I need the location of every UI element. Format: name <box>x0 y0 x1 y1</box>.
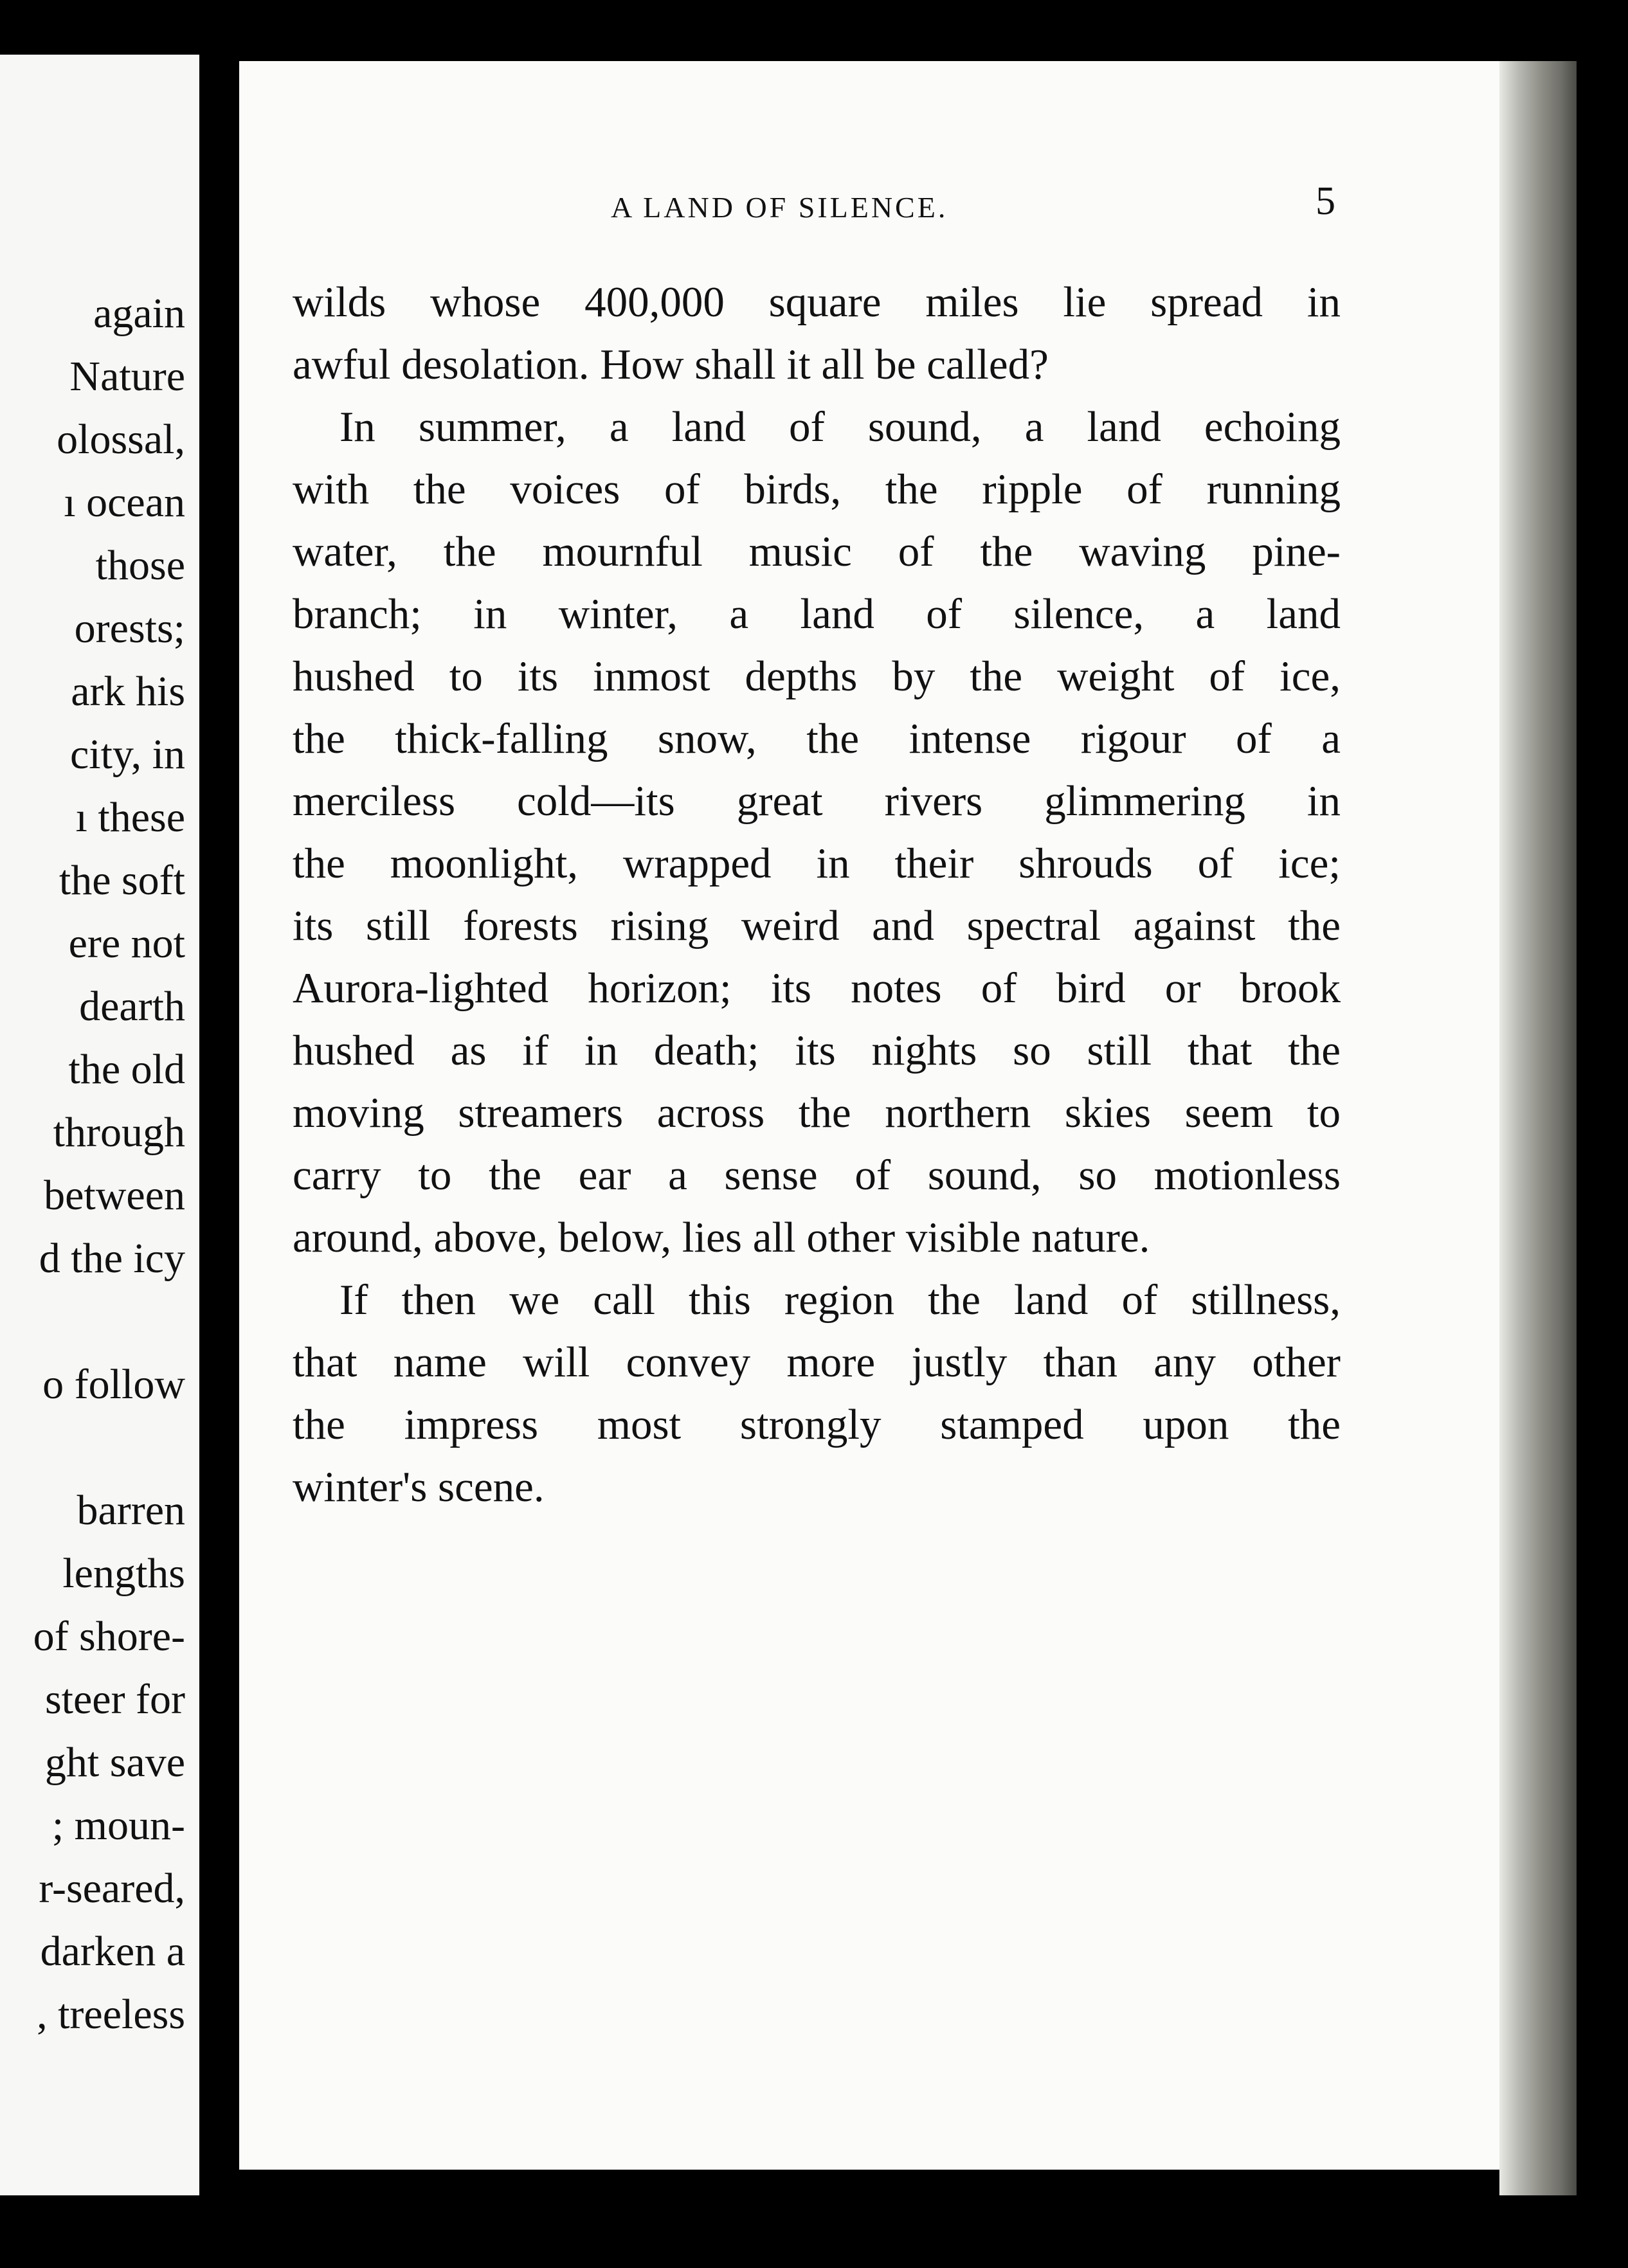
left-page-line: dearth <box>79 983 185 1030</box>
left-page-line: steer for <box>44 1676 185 1723</box>
left-page-line: the soft <box>59 857 185 904</box>
text-line: the thick-falling snow, the intense rigour of a <box>293 715 1341 762</box>
left-page-line: orests; <box>74 605 185 652</box>
left-page-line: the old <box>68 1046 185 1093</box>
text-line: If then we call this region the land of stillness, <box>339 1276 1341 1324</box>
running-head: A LAND OF SILENCE. <box>611 191 948 224</box>
text-line: its still forests rising weird and spectral against the <box>293 902 1341 950</box>
left-page-line: , treeless <box>37 1991 185 2038</box>
left-page-line: again <box>93 290 185 337</box>
left-page-line: ere not <box>68 920 185 967</box>
text-line: water, the mournful music of the waving pine- <box>293 528 1341 575</box>
page-edge <box>1499 61 1577 2195</box>
page-number: 5 <box>1316 179 1335 223</box>
text-line: In summer, a land of sound, a land echoing <box>339 403 1341 451</box>
text-line: the moonlight, wrapped in their shrouds of ice; <box>293 840 1341 887</box>
text-line: hushed as if in death; its nights so still that the <box>293 1027 1341 1074</box>
text-line: winter's scene. <box>293 1463 545 1511</box>
left-page-line: ght save <box>44 1739 185 1786</box>
text-line: with the voices of birds, the ripple of running <box>293 465 1341 513</box>
text-line: wilds whose 400,000 square miles lie spread in <box>293 278 1341 326</box>
left-page-line: olossal, <box>57 416 185 463</box>
left-page-line: of shore- <box>33 1613 185 1660</box>
left-page-line: ı ocean <box>64 479 185 526</box>
left-page-line: r-seared, <box>39 1865 185 1912</box>
left-page-line: city, in <box>69 731 185 778</box>
text-line: Aurora-lighted horizon; its notes of bird or brook <box>293 964 1341 1012</box>
left-page <box>0 55 199 2195</box>
left-page-line: ; moun- <box>51 1802 185 1849</box>
text-line: that name will convey more justly than any other <box>293 1338 1341 1386</box>
text-line: around, above, below, lies all other visible nature. <box>293 1214 1150 1261</box>
left-page-line: Nature <box>69 353 185 400</box>
left-page-line: between <box>44 1172 185 1219</box>
text-line: branch; in winter, a land of silence, a land <box>293 590 1341 638</box>
text-line: the impress most strongly stamped upon the <box>293 1401 1341 1448</box>
text-line: awful desolation. How shall it all be called? <box>293 341 1049 388</box>
text-line: merciless cold—its great rivers glimmering in <box>293 777 1341 825</box>
left-page-line: those <box>95 542 185 589</box>
left-page-line: ark his <box>71 668 185 715</box>
left-page-line: darken a <box>40 1928 185 1975</box>
left-page-line: barren <box>77 1487 185 1534</box>
left-page-line: o follow <box>42 1361 185 1408</box>
left-page-line: through <box>53 1109 185 1156</box>
text-line: moving streamers across the northern skies seem to <box>293 1089 1341 1137</box>
text-line: hushed to its inmost depths by the weight of ice, <box>293 652 1341 700</box>
left-page-line: lengths <box>62 1550 185 1597</box>
text-line: carry to the ear a sense of sound, so motionless <box>293 1151 1341 1199</box>
left-page-line: d the icy <box>39 1235 185 1282</box>
left-page-line: ı these <box>75 794 185 841</box>
